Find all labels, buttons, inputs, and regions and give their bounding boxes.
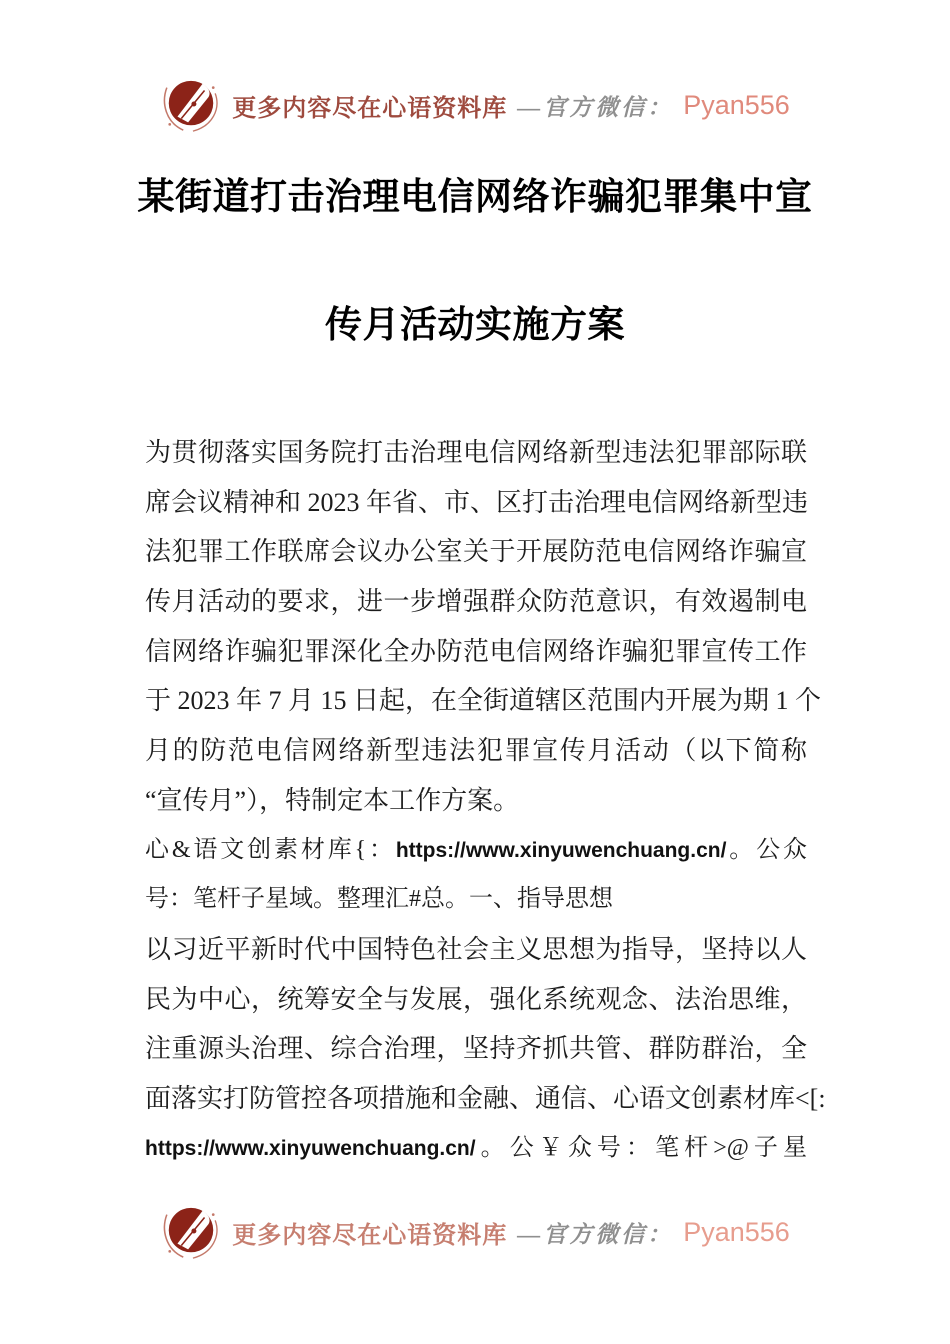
body-line: 信网络诈骗犯罪深化全办防范电信网络诈骗犯罪宣传工作 [145,636,807,666]
body-line: 面落实打防管控各项措施和金融、通信、心语文创素材库<[: [145,1083,826,1113]
body-line: 席会议精神和 2023 年省、市、区打击治理电信网络新型违 [145,487,809,517]
doc-title-line-2: 传月活动实施方案 [325,305,625,346]
header-watermark [0,76,950,134]
wechat-id: Pyan556 [683,89,790,120]
doc-title-line-1: 某街道打击治理电信网络诈骗犯罪集中宣 [137,177,813,218]
body-line: 民为中心，统筹安全与发展，强化系统观念、法治思维， [145,984,807,1014]
body-line: 为贯彻落实国务院打击治理电信网络新型违法犯罪部际联 [145,438,807,467]
watermark-brand-text: 更多内容尽在心语资料库 [232,1222,508,1249]
watermark-brand-text: 更多内容尽在心语资料库 [232,95,508,122]
body-line-watermark-ad [145,826,807,876]
body-line: 月的防范电信网络新型违法犯罪宣传月活动（以下简称 [145,736,807,766]
url-text: https://www.xinyuwenchuang.cn/ [395,838,727,862]
body-line-watermark-ad [145,1124,807,1174]
body-line: 法犯罪工作联席会议办公室关于开展防范电信网络诈骗宣 [145,537,807,567]
body-line: 注重源头治理、综合治理，坚持齐抓共管、群防群治，全 [145,1034,807,1064]
footer-watermark [0,1203,950,1261]
body-line: “宣传月”），特制定本工作方案。 [145,785,520,815]
ad-text: 心&语文创素材库{： [145,836,396,863]
wechat-label: —官方微信： [517,1221,674,1247]
wechat-id: Pyan556 [683,1216,790,1247]
ad-text: 。公众 [726,836,808,863]
body-line: 以习近平新时代中国特色社会主义思想为指导，坚持以人 [145,934,807,964]
url-text: https://www.xinyuwenchuang.cn/ [145,1136,476,1160]
wechat-label: —官方微信： [517,94,674,120]
ad-text: 。公￥众号：笔杆>@子星 [475,1134,807,1161]
pen-nib-logo-icon [160,1203,222,1261]
body-line: 传月活动的要求，进一步增强群众防范意识，有效遏制电 [145,587,807,617]
doc-body [145,428,826,1173]
pen-nib-logo-icon [160,76,222,134]
body-line-watermark-ad: 号：笔杆子星域。整理汇#总。一、指导思想 [145,886,613,913]
body-line: 于 2023 年 7 月 15 日起，在全街道辖区范围内开展为期 1 个 [145,686,822,716]
